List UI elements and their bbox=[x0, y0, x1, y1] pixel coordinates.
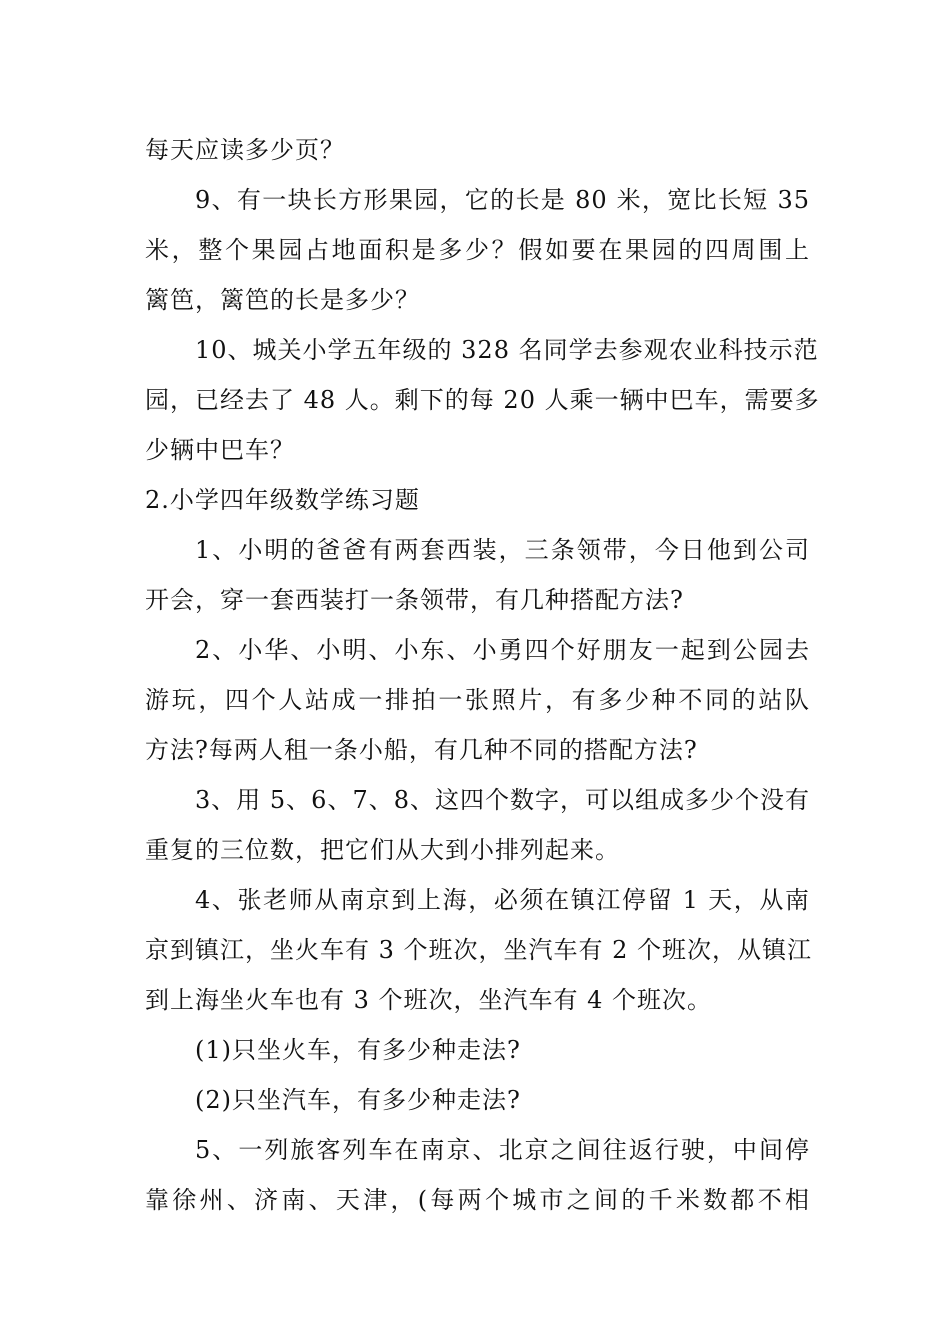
text-line: 10、城关小学五年级的 328 名同学去参观农业科技示范 bbox=[195, 336, 819, 364]
text-line: 方法?每两人租一条小船，有几种不同的搭配方法? bbox=[145, 736, 698, 764]
document-body bbox=[145, 125, 820, 1225]
text-line: 米，整个果园占地面积是多少？假如要在果园的四周围上 bbox=[145, 236, 810, 264]
text-line: 3、用 5、6、7、8、这四个数字，可以组成多少个没有 bbox=[195, 786, 810, 814]
text-line: 重复的三位数，把它们从大到小排列起来。 bbox=[145, 836, 620, 864]
text-line: 到上海坐火车也有 3 个班次，坐汽车有 4 个班次。 bbox=[145, 986, 713, 1014]
text-line: (1)只坐火车，有多少种走法? bbox=[195, 1036, 521, 1064]
text-line: 京到镇江，坐火车有 3 个班次，坐汽车有 2 个班次，从镇江 bbox=[145, 936, 813, 964]
text-line: 篱笆，篱笆的长是多少？ bbox=[145, 286, 420, 314]
text-line: 9、有一块长方形果园，它的长是 80 米，宽比长短 35 bbox=[195, 186, 810, 214]
text-line: 5、一列旅客列车在南京、北京之间往返行驶，中间停 bbox=[195, 1136, 810, 1164]
text-line: 2、小华、小明、小东、小勇四个好朋友一起到公园去 bbox=[195, 636, 810, 664]
text-line: 1、小明的爸爸有两套西装，三条领带，今日他到公司 bbox=[195, 536, 810, 564]
text-line: 每天应读多少页？ bbox=[145, 136, 345, 164]
text-line: 少辆中巴车？ bbox=[145, 436, 295, 464]
text-line: 开会，穿一套西装打一条领带，有几种搭配方法? bbox=[145, 586, 684, 614]
text-line: 园，已经去了 48 人。剩下的每 20 人乘一辆中巴车，需要多 bbox=[145, 386, 820, 414]
text-line: (2)只坐汽车，有多少种走法? bbox=[195, 1086, 521, 1114]
text-line: 4、张老师从南京到上海，必须在镇江停留 1 天，从南 bbox=[195, 886, 810, 914]
section-heading: 2.小学四年级数学练习题 bbox=[145, 486, 420, 514]
text-line: 靠徐州、济南、天津，(每两个城市之间的千米数都不相 bbox=[145, 1186, 810, 1214]
text-line: 游玩，四个人站成一排拍一张照片，有多少种不同的站队 bbox=[145, 686, 810, 714]
